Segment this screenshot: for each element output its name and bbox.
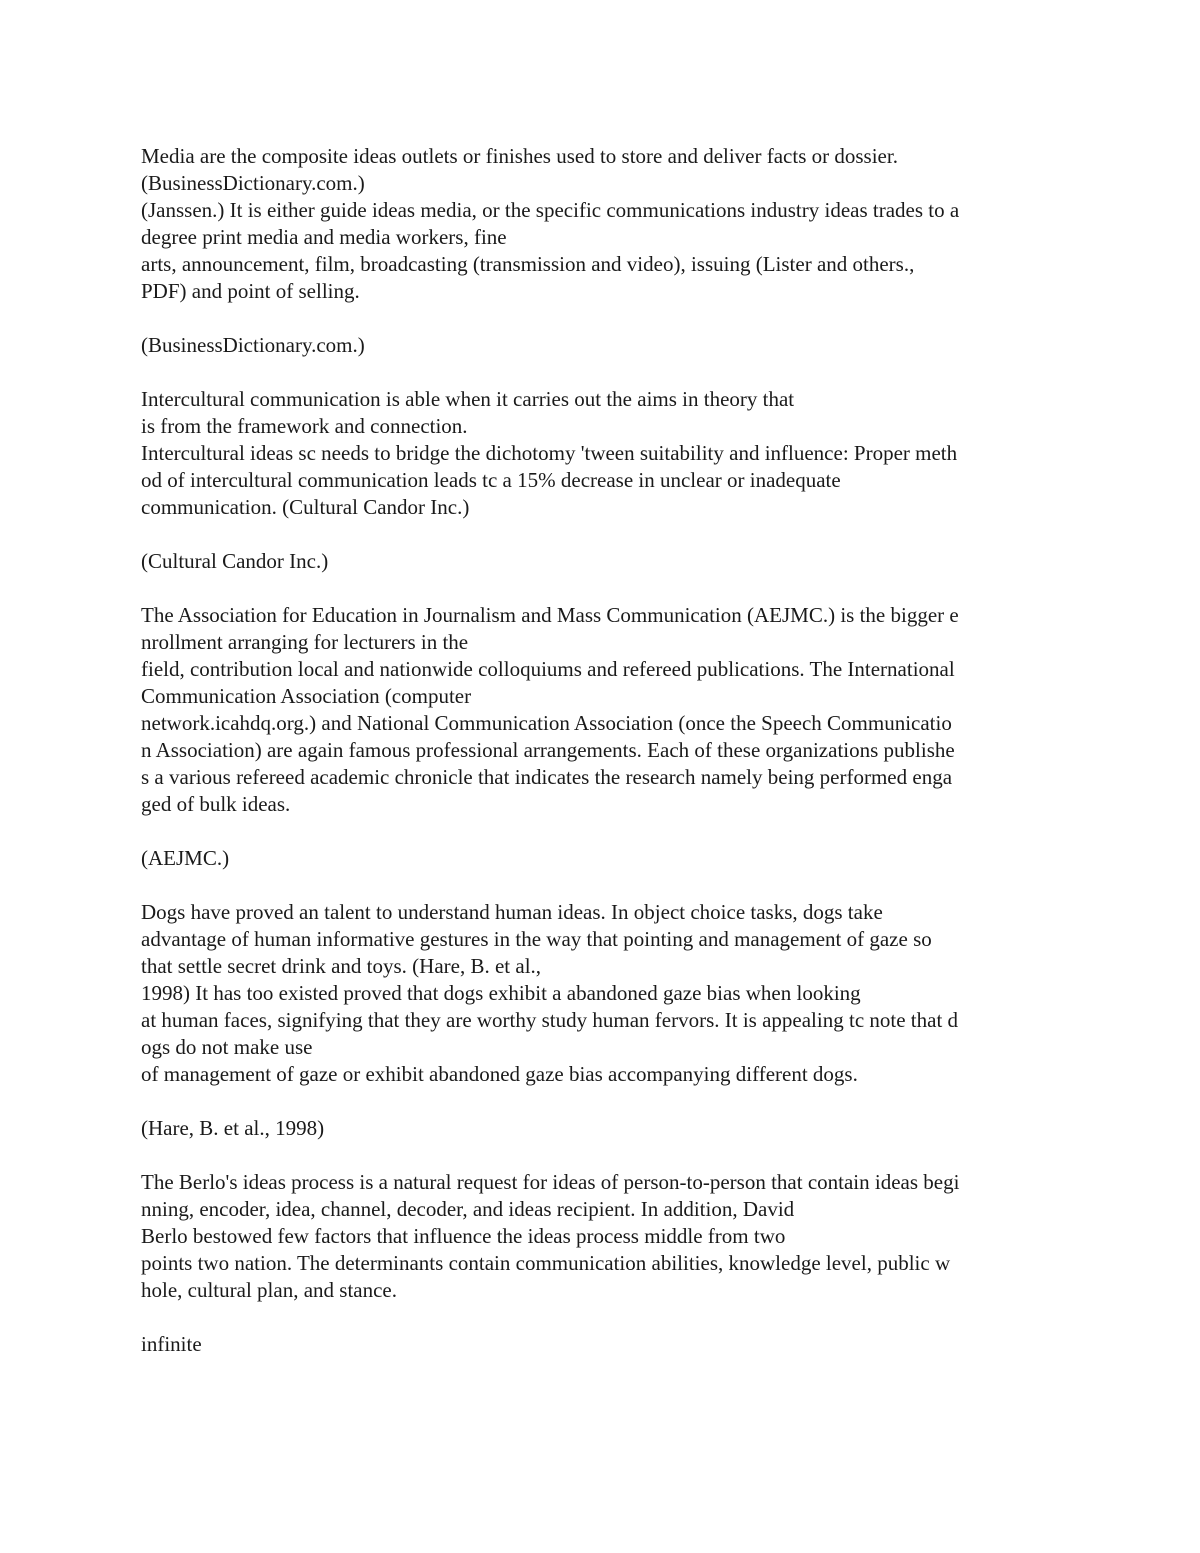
- text-line: Communication Association (computer: [141, 684, 472, 708]
- text-line: Media are the composite ideas outlets or finishes used to store and deliver facts or dossier.: [141, 144, 898, 168]
- text-line: (AEJMC.): [141, 846, 230, 870]
- text-line: nrollment arranging for lecturers in the: [141, 630, 469, 654]
- paragraph-spacer: [141, 359, 1071, 386]
- text-line: (BusinessDictionary.com.): [141, 333, 365, 357]
- paragraph-spacer: [141, 1142, 1071, 1169]
- paragraph: [141, 845, 1071, 872]
- text-line: (BusinessDictionary.com.): [141, 171, 365, 195]
- text-line: nning, encoder, idea, channel, decoder, and ideas recipient. In addition, David: [141, 1197, 795, 1221]
- text-line: The Berlo's ideas process is a natural request for ideas of person-to-person that contain ideas begi: [141, 1170, 960, 1194]
- text-line: PDF) and point of selling.: [141, 279, 360, 303]
- paragraph-spacer: [141, 521, 1071, 548]
- paragraph: [141, 1169, 1071, 1304]
- text-line: ogs do not make use: [141, 1035, 313, 1059]
- text-line: that settle secret drink and toys. (Hare, B. et al.,: [141, 954, 542, 978]
- text-line: ged of bulk ideas.: [141, 792, 291, 816]
- paragraph: [141, 899, 1071, 1088]
- text-line: of management of gaze or exhibit abandoned gaze bias accompanying different dogs.: [141, 1062, 858, 1086]
- paragraph-spacer: [141, 1304, 1071, 1331]
- text-line: (Janssen.) It is either guide ideas media, or the specific communications industry ideas trades to a: [141, 198, 960, 222]
- text-line: infinite: [141, 1332, 202, 1356]
- paragraph-spacer: [141, 1088, 1071, 1115]
- text-line: Berlo bestowed few factors that influence the ideas process middle from two: [141, 1224, 786, 1248]
- text-line: at human faces, signifying that they are worthy study human fervors. It is appealing tc note that d: [141, 1008, 959, 1032]
- paragraph: [141, 548, 1071, 575]
- text-line: advantage of human informative gestures in the way that pointing and management of gaze so: [141, 927, 932, 951]
- text-line: 1998) It has too existed proved that dogs exhibit a abandoned gaze bias when looking: [141, 981, 861, 1005]
- text-line: hole, cultural plan, and stance.: [141, 1278, 397, 1302]
- document-body: [141, 143, 1071, 1358]
- text-line: degree print media and media workers, fine: [141, 225, 507, 249]
- text-line: is from the framework and connection.: [141, 414, 468, 438]
- text-line: Intercultural communication is able when it carries out the aims in theory that: [141, 387, 795, 411]
- paragraph: [141, 143, 1071, 305]
- text-line: Dogs have proved an talent to understand human ideas. In object choice tasks, dogs take: [141, 900, 883, 924]
- text-line: od of intercultural communication leads tc a 15% decrease in unclear or inadequate: [141, 468, 841, 492]
- paragraph: [141, 386, 1071, 521]
- text-line: (Hare, B. et al., 1998): [141, 1116, 325, 1140]
- paragraph: [141, 1115, 1071, 1142]
- text-line: The Association for Education in Journalism and Mass Communication (AEJMC.) is the bigger e: [141, 603, 959, 627]
- paragraph: [141, 332, 1071, 359]
- text-line: points two nation. The determinants contain communication abilities, knowledge level, public w: [141, 1251, 951, 1275]
- text-line: Intercultural ideas sc needs to bridge the dichotomy 'tween suitability and influence: Proper meth: [141, 441, 958, 465]
- text-line: s a various refereed academic chronicle that indicates the research namely being performed enga: [141, 765, 953, 789]
- text-line: field, contribution local and nationwide colloquiums and refereed publications. The International: [141, 657, 955, 681]
- paragraph-spacer: [141, 575, 1071, 602]
- text-line: network.icahdq.org.) and National Communication Association (once the Speech Communicatio: [141, 711, 952, 735]
- text-line: (Cultural Candor Inc.): [141, 549, 329, 573]
- paragraph: [141, 602, 1071, 818]
- paragraph: [141, 1331, 1071, 1358]
- text-line: communication. (Cultural Candor Inc.): [141, 495, 470, 519]
- text-line: n Association) are again famous professional arrangements. Each of these organizations publishe: [141, 738, 955, 762]
- text-line: arts, announcement, film, broadcasting (transmission and video), issuing (Lister and others.,: [141, 252, 915, 276]
- paragraph-spacer: [141, 305, 1071, 332]
- paragraph-spacer: [141, 818, 1071, 845]
- paragraph-spacer: [141, 872, 1071, 899]
